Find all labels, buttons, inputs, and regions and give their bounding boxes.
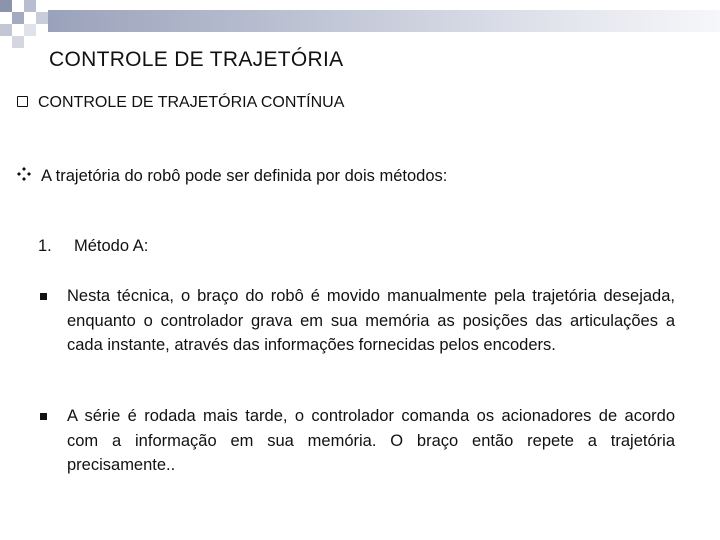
decor-square	[24, 24, 36, 36]
method-label: Método A:	[74, 237, 149, 255]
method-number: 1.	[38, 237, 52, 255]
header-gradient-bar	[48, 10, 720, 32]
bullet-paragraph: A série é rodada mais tarde, o controlador comanda os acionadores de acordo com a informação em sua memória. O braço então repete a trajetória precisamente..	[67, 407, 675, 474]
filled-square-bullet-icon	[40, 413, 47, 420]
subtitle-row	[17, 91, 344, 115]
hollow-square-bullet-icon	[17, 96, 28, 107]
slide-title: CONTROLE DE TRAJETÓRIA	[49, 48, 344, 71]
intro-text: A trajetória do robô pode ser definida por dois métodos:	[41, 167, 448, 185]
decor-square	[0, 24, 12, 36]
decor-square	[12, 12, 24, 24]
subtitle-text: CONTROLE DE TRAJETÓRIA CONTÍNUA	[38, 94, 345, 111]
decor-square	[36, 12, 48, 24]
filled-square-bullet-icon	[40, 293, 47, 300]
decor-square	[12, 36, 24, 48]
method-a-row	[38, 234, 148, 258]
decor-square	[0, 0, 12, 12]
header-decoration	[0, 0, 720, 50]
intro-row	[17, 164, 447, 188]
decor-square	[24, 0, 36, 12]
four-diamond-bullet-icon	[17, 164, 31, 188]
bullet-paragraph: Nesta técnica, o braço do robô é movido manualmente pela trajetória desejada, enquanto o controlador grava em sua memória as posições das articulações a cada instante, através das informações fornecidas pelos encoders.	[67, 287, 675, 354]
